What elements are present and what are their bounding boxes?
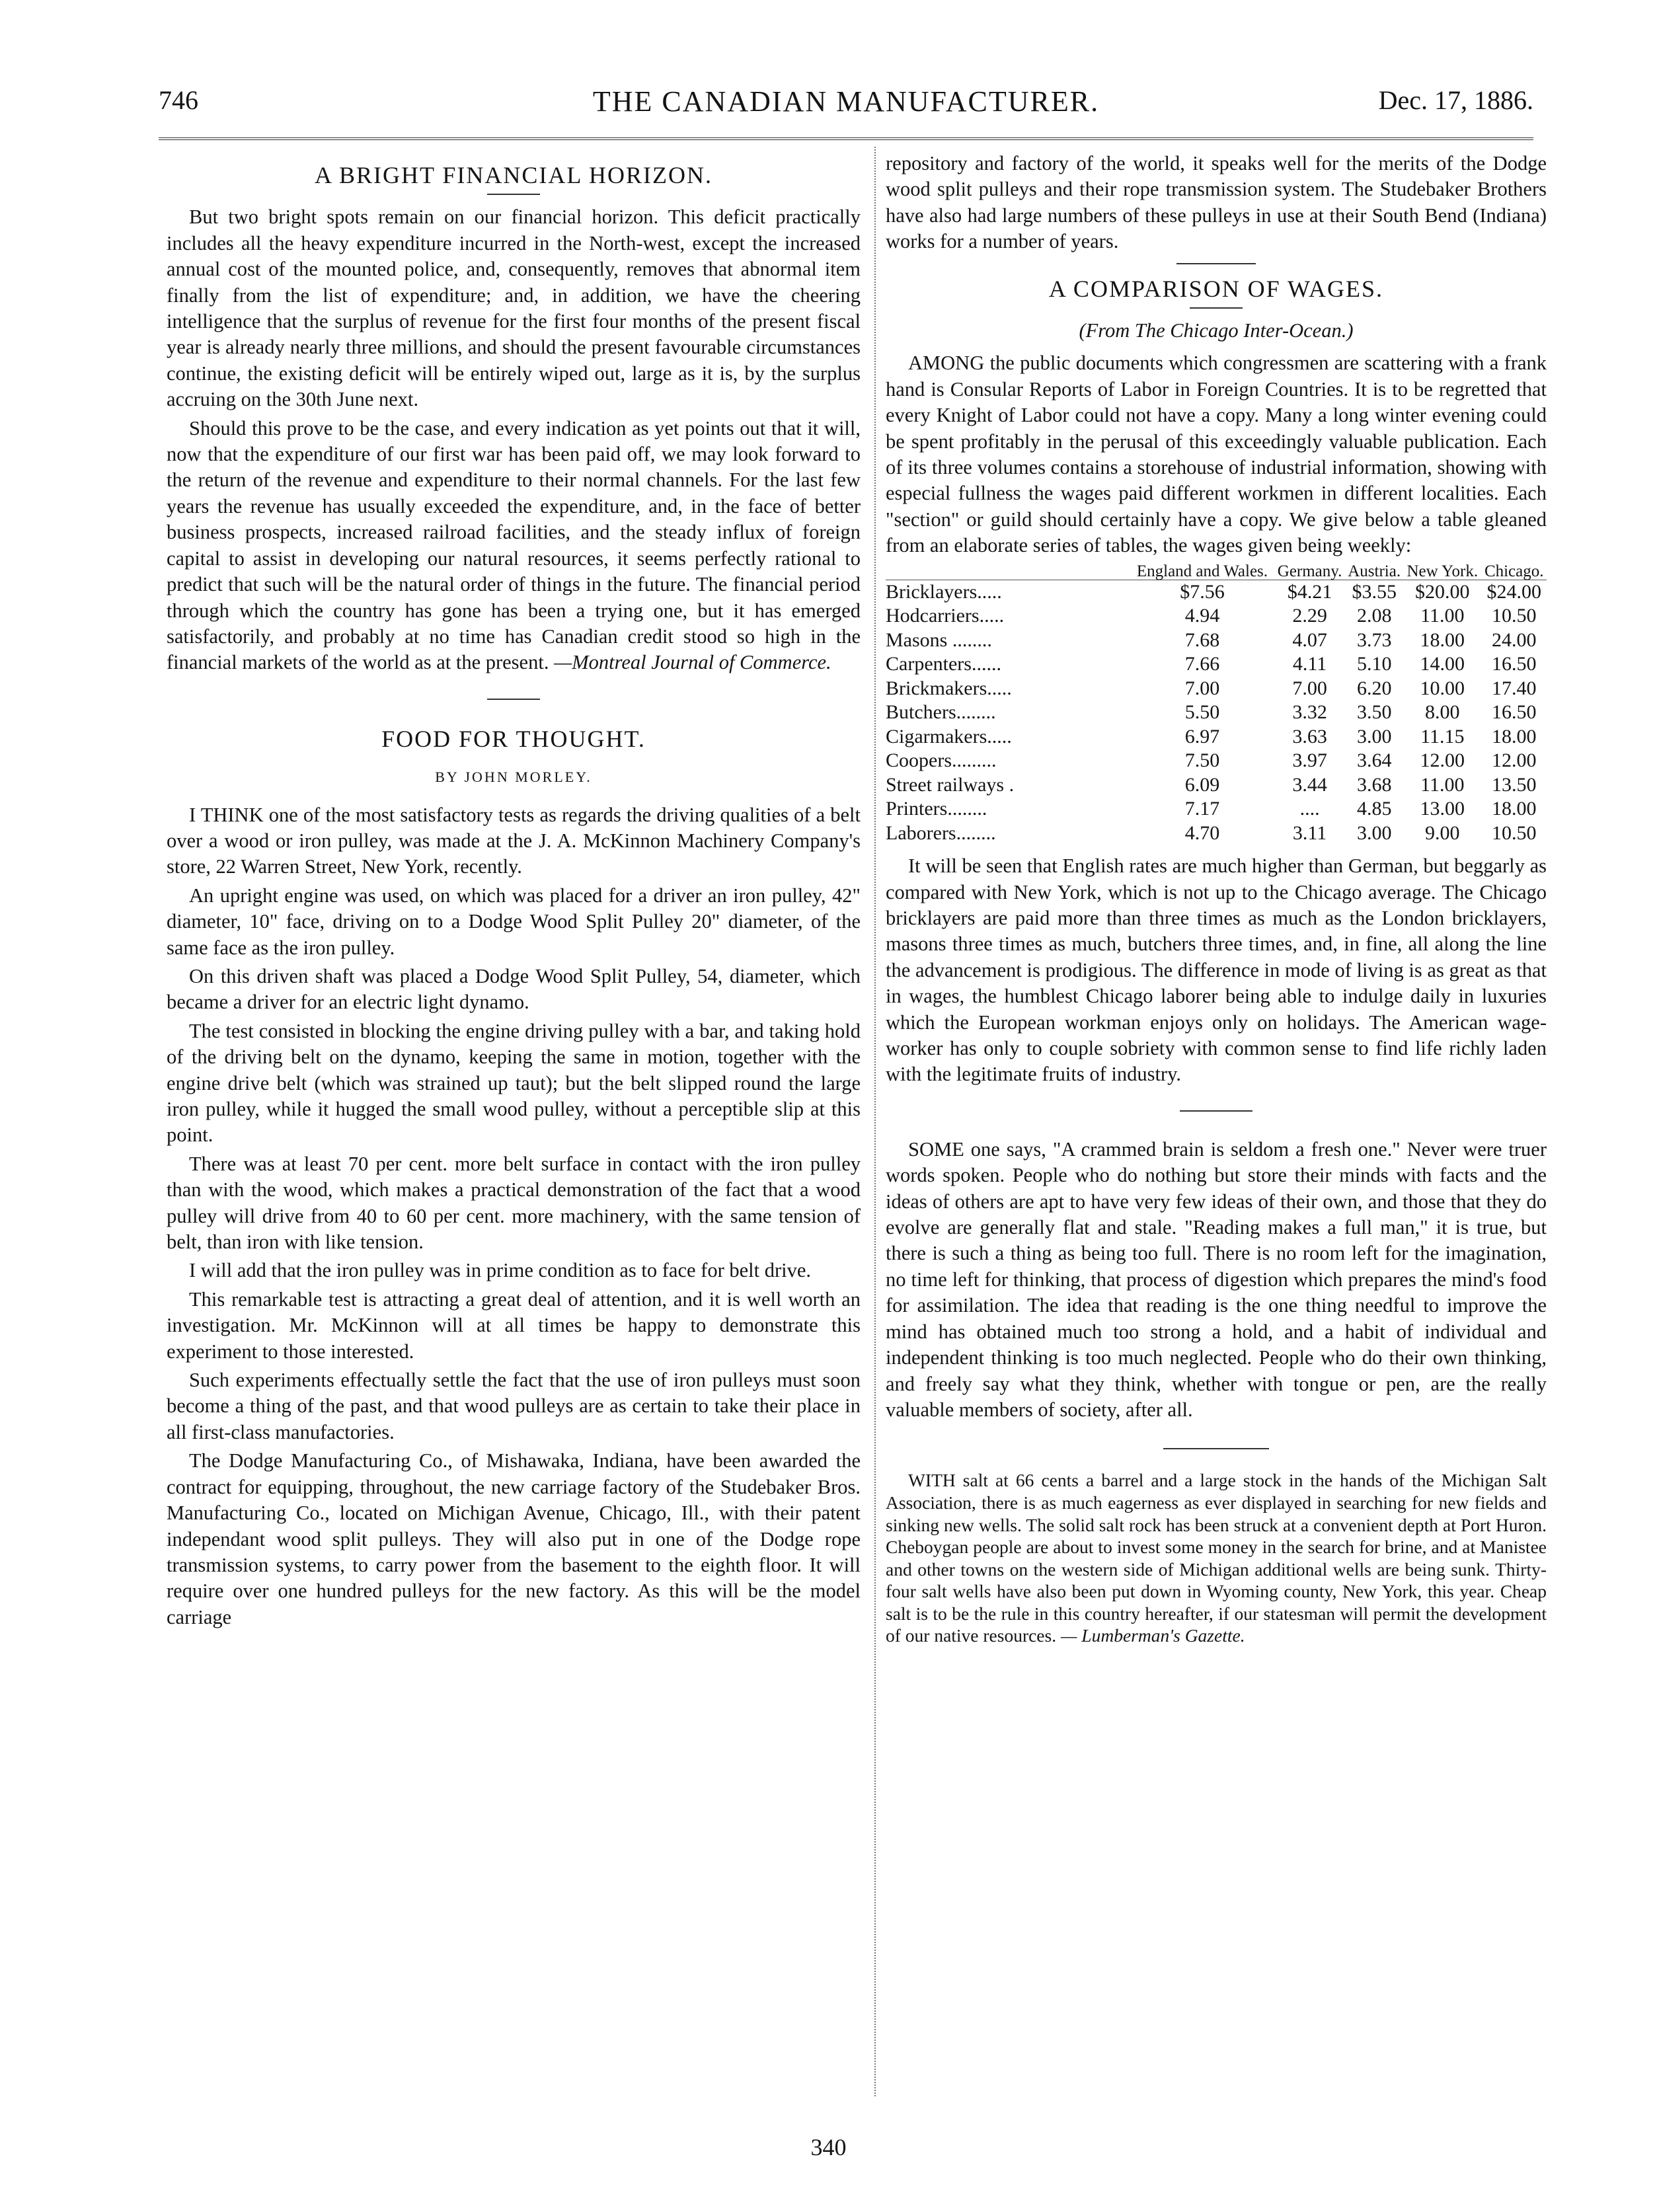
trade-cell: Laborers........ (886, 821, 996, 844)
wage-cell: 8.00 (1425, 701, 1460, 724)
table-row (886, 652, 1547, 677)
table-row (886, 580, 1547, 604)
wage-cell: 12.00 (1491, 749, 1537, 772)
wage-cell: 3.00 (1356, 725, 1392, 747)
table-row (886, 701, 1547, 725)
article-byline: BY JOHN MORLEY. (435, 769, 592, 786)
section-rule (1163, 1448, 1269, 1449)
wage-cell: 11.15 (1420, 725, 1465, 747)
wage-cell: $24.00 (1481, 580, 1547, 604)
trade-cell: Brickmakers..... (886, 677, 1012, 699)
article-paragraph: The Dodge Manufacturing Co., of Mishawaka, Indiana, have been awarded the contract for equipping, throughout, the new carriage factory of the Studebaker Bros. Manufacturing Co., located on Michigan Avenue, Chicago, Ill., with their patent independant wood split pulleys. They will also put in one of the Dodge rope transmission systems, to carry power from the basement to the eighth floor. It will require over one hundred pulleys for the new factory. As this will be the model carriage (167, 1449, 861, 1628)
trade-cell: Cigarmakers..... (886, 725, 1012, 747)
wage-cell: 10.50 (1491, 605, 1537, 627)
wage-cell: 4.85 (1356, 798, 1392, 820)
wage-cell: 11.00 (1420, 605, 1465, 627)
trade-cell: Bricklayers..... (886, 580, 1130, 604)
trade-cell: Printers........ (886, 798, 987, 820)
wage-cell: 3.97 (1292, 749, 1327, 772)
wage-cell: 2.29 (1292, 605, 1327, 627)
article-paragraph-crammed-brain: SOME one says, "A crammed brain is seldom a fresh one." Never were truer words spoken. People who do nothing but store their minds with facts and the ideas of others are apt to have very few ideas of their own, and those that they do evolve are generally flat and stale. "Reading makes a full man," it is true, but there is such a thing as being too full. There is no room left for the imagination, no time left for thinking, that process of digestion which prepares the mind's food for assimilation. The idea that reading is the one thing needful to improve the mind has obtained much too strong a hold, and a habit of individual and independent thinking is too much neglected. People who do their own thinking, and freely say what they think, whether with tongue or pen, are the really valuable members of society, after all. (886, 1137, 1547, 1421)
page-number: 746 (159, 85, 198, 115)
wage-cell: 4.07 (1292, 629, 1327, 651)
page-header (159, 85, 1533, 131)
wage-cell: 3.64 (1356, 749, 1392, 772)
article-subtitle: (From The Chicago Inter-Ocean.) (1079, 319, 1354, 342)
wage-cell: 5.50 (1184, 701, 1220, 724)
article-paragraph: An upright engine was used, on which was placed for a driver an iron pulley, 42" diameter, 10" face, driving on to a Dodge Wood Split Pulley 20" diameter, of the same face as the iron pulley. (167, 884, 861, 959)
column-rule (874, 147, 876, 2096)
wage-cell: 3.68 (1356, 773, 1392, 796)
wage-cell: 7.50 (1184, 749, 1220, 772)
article-paragraph: It will be seen that English rates are much higher than German, but beggarly as compared with New York, which is not up to the Chicago average. The Chicago bricklayers are paid more than three times as much as the London bricklayers, masons three times as much, butchers three times, and, in fine, all along the line the advancement is prodigious. The difference in mode of living is as great as that in wages, the humblest Chicago laborer being able to indulge daily in luxuries which the European workman enjoys only on holidays. The American wage-worker has only to couple sobriety with common sense to find life richly laden with the legitimate fruits of industry. (886, 855, 1547, 1086)
wage-cell: 3.50 (1356, 701, 1392, 724)
wage-cell: 18.00 (1491, 798, 1537, 820)
column-header: New York. (1407, 562, 1479, 580)
wage-cell: 3.73 (1356, 629, 1392, 651)
article-continuation: repository and factory of the world, it speaks well for the merits of the Dodge wood split pulleys and their rope transmission system. The Studebaker Brothers have also had large numbers of these pulleys in use at their South Bend (Indiana) works for a number of years. (886, 152, 1547, 253)
wage-cell: 7.68 (1184, 629, 1220, 651)
section-rule (1176, 263, 1256, 264)
wage-cell: 13.00 (1420, 798, 1465, 820)
article-paragraph: I will add that the iron pulley was in prime condition as to face for belt drive. (189, 1259, 812, 1282)
column-header: England and Wales. (1136, 562, 1268, 580)
wage-cell: 17.40 (1491, 677, 1537, 699)
article-paragraph: Such experiments effectually settle the fact that the use of iron pulleys must soon become a thing of the past, and that wood pulleys are as certain to take their place in all first-class manufactories. (167, 1369, 861, 1443)
table-row (886, 629, 1547, 653)
article-source: — Lumberman's Gazette. (1060, 1625, 1245, 1646)
article-paragraph-salt: WITH salt at 66 cents a barrel and a large stock in the hands of the Michigan Salt Association, there is as much eagerness as ever displayed in searching for new fields and sinking new wells. The solid salt rock has been struck at a convenient depth at Port Huron. Cheboygan people are about to invest some money in the search for brine, and at Manistee and other towns on the western side of Michigan additional wells are being sunk. Thirty-four salt wells have also been put down in Wyoming county, New York, this year. Cheap salt is to be the rule in this country hereafter, if our statesman will permit the development of our native resources. — Lumberman's Gazette. (886, 1470, 1547, 1646)
table-row (886, 749, 1547, 773)
title-rule (1190, 307, 1243, 309)
wage-cell: 4.70 (1184, 821, 1220, 844)
wage-cell: $3.55 (1345, 580, 1403, 604)
wages-table-header (886, 563, 1547, 580)
trade-cell: Butchers........ (886, 701, 996, 724)
wage-cell: 6.20 (1356, 677, 1392, 699)
wage-cell: 7.00 (1184, 677, 1220, 699)
wage-cell: 6.09 (1184, 773, 1220, 796)
right-column (886, 151, 1547, 1650)
column-header: Chicago. (1484, 562, 1544, 580)
wage-cell: 3.44 (1292, 773, 1327, 796)
wage-cell: 6.97 (1184, 725, 1220, 747)
wage-cell: 4.11 (1292, 653, 1327, 675)
article-paragraph: I THINK one of the most satisfactory tests as regards the driving qualities of a belt over a wood or iron pulley, was made at the J. A. McKinnon Machinery Company's store, 22 Warren Street, New York, recently. (167, 803, 861, 878)
footer-page-number: 340 (810, 2134, 847, 2160)
wage-cell: 18.00 (1420, 629, 1465, 651)
wage-cell: 16.50 (1491, 653, 1537, 675)
wage-cell: $7.56 (1130, 580, 1274, 604)
table-row (886, 797, 1547, 821)
wage-cell: .... (1299, 798, 1320, 820)
wage-cell: 3.63 (1292, 725, 1327, 747)
table-row (886, 677, 1547, 701)
article-paragraph: But two bright spots remain on our financial horizon. This deficit practically includes all the heavy expenditure incurred in the North-west, except the increased annual cost of the mounted police, and, consequently, removes that abnormal item finally from the list of expenditure; and, in addition, we have the cheering intelligence that the surplus of revenue for the first four months of the present fiscal year is already nearly three millions, and should the present favourable circumstances continue, the existing deficit will be entirely wiped out, large as it is, by the surplus accruing on the 30th June next. (167, 206, 861, 411)
column-header (886, 563, 1130, 580)
article-title-food-for-thought: FOOD FOR THOUGHT. (381, 725, 646, 752)
title-rule (487, 194, 540, 195)
trade-cell: Masons ........ (886, 629, 992, 651)
wage-cell: 18.00 (1491, 725, 1537, 747)
trade-cell: Carpenters...... (886, 653, 1001, 675)
wage-cell: 10.50 (1491, 821, 1537, 844)
wage-cell: 24.00 (1491, 629, 1537, 651)
wage-cell: 4.94 (1184, 605, 1220, 627)
masthead: THE CANADIAN MANUFACTURER. (592, 85, 1100, 118)
article-title-comparison-of-wages: A COMPARISON OF WAGES. (1048, 275, 1384, 302)
issue-date: Dec. 17, 1886. (1378, 85, 1533, 115)
wage-cell: 13.50 (1491, 773, 1537, 796)
article-paragraph: This remarkable test is attracting a great deal of attention, and it is well worth an investigation. Mr. McKinnon will at all times be happy to demonstrate this experiment to those interested. (167, 1287, 861, 1363)
table-row (886, 604, 1547, 629)
trade-cell: Hodcarriers..... (886, 605, 1005, 627)
wage-cell: 9.00 (1425, 821, 1460, 844)
wage-cell: 7.17 (1184, 798, 1220, 820)
wage-cell: 16.50 (1491, 701, 1537, 724)
header-rule (159, 137, 1533, 140)
column-header: Germany. (1277, 562, 1342, 580)
table-row (886, 821, 1547, 846)
section-rule (487, 699, 540, 700)
trade-cell: Coopers......... (886, 749, 997, 772)
wage-cell: 11.00 (1420, 773, 1465, 796)
article-paragraph: There was at least 70 per cent. more belt surface in contact with the iron pulley than with the wood, which makes a practical demonstration of the fact that a wood pulley will drive from 40 to 60 per cent. more machinery, with the same tension of belt, than iron with like tension. (167, 1152, 861, 1254)
wage-cell: 3.11 (1292, 821, 1327, 844)
left-column (167, 151, 861, 1633)
wage-cell: 2.08 (1356, 605, 1392, 627)
section-rule (1180, 1110, 1252, 1112)
wage-cell: 3.00 (1356, 821, 1392, 844)
table-row (886, 725, 1547, 749)
wages-table (886, 563, 1547, 846)
wage-cell: $20.00 (1403, 580, 1481, 604)
article-paragraph: On this driven shaft was placed a Dodge Wood Split Pulley, 54, diameter, which became a driver for an electric light dynamo. (167, 964, 861, 1014)
article-source: —Montreal Journal of Commerce. (554, 651, 831, 674)
wage-cell: $4.21 (1274, 580, 1345, 604)
wage-cell: 7.66 (1184, 653, 1220, 675)
wage-cell: 12.00 (1420, 749, 1465, 772)
wage-cell: 10.00 (1420, 677, 1465, 699)
trade-cell: Street railways . (886, 773, 1015, 796)
wage-cell: 5.10 (1356, 653, 1392, 675)
wage-cell: 3.32 (1292, 701, 1327, 724)
article-title-financial-horizon: A BRIGHT FINANCIAL HORIZON. (315, 162, 713, 188)
wage-cell: 7.00 (1292, 677, 1327, 699)
article-paragraph: Should this prove to be the case, and every indication as yet points out that it will, now that the expenditure of our first war has been paid off, we may look forward to the return of the revenue and expenditure to their normal channels. For the last few years the revenue has usually exceeded the expenditure, and, in the face of better business prospects, increased railroad facilities, and the steady influx of foreign capital to assist in developing our natural resources, it seems perfectly rational to predict that such will be the natural order of things in the future. The financial period through which the country has gone has been a trying one, but it has emerged satisfactorily, and probably at no time has Canadian credit stood so high in the financial markets of the world as at the present. —Montreal Journal of Commerce. (167, 416, 861, 674)
table-row (886, 773, 1547, 798)
wage-cell: 14.00 (1420, 653, 1465, 675)
column-header: Austria. (1348, 562, 1401, 580)
article-paragraph: The test consisted in blocking the engine driving pulley with a bar, and taking hold of the driving belt on the dynamo, keeping the same in motion, together with the engine drive belt (which was strained up taut); but the belt slipped round the large iron pulley, while it hugged the small wood pulley, without a perceptible slip at this point. (167, 1019, 861, 1147)
article-paragraph: AMONG the public documents which congressmen are scattering with a frank hand is Consular Reports of Labor in Foreign Countries. It is to be regretted that every Knight of Labor could not have a copy. Many a long winter evening could be spent profitably in the perusal of this exceedingly valuable publication. Each of its three volumes contains a storehouse of industrial information, showing with especial fullness the wages paid different workmen in different localities. Each "section" or guild should certainly have a copy. We give below a table gleaned from an elaborate series of tables, the wages given being weekly: (886, 352, 1547, 557)
